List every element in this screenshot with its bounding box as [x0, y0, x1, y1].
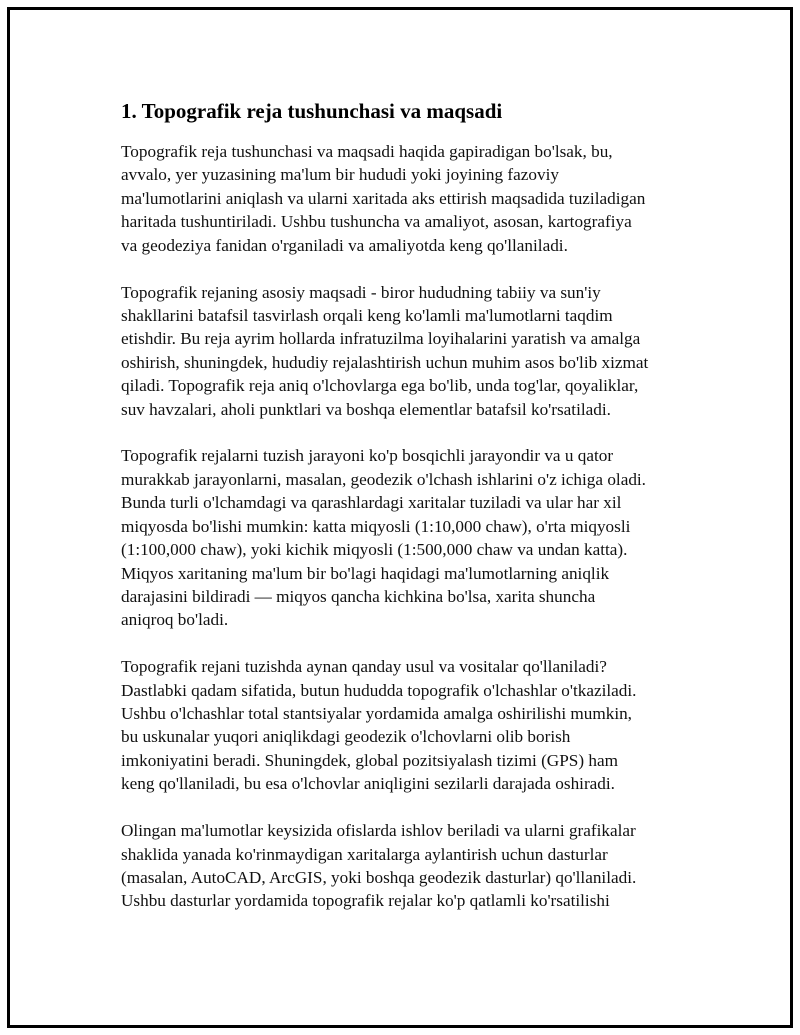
- text-line: Topografik reja tushunchasi va maqsadi haqida gapiradigan bo'lsak, bu,: [121, 142, 613, 161]
- text-line: etishdir. Bu reja ayrim hollarda infratuzilma loyihalarini yaratish va amalga: [121, 329, 641, 349]
- text-line: Olingan ma'lumotlar keysizida ofislarda ishlov beriladi va ularni grafikalar: [121, 821, 636, 841]
- text-line: darajasini bildiradi — miqyos qancha kichkina bo'lsa, xarita shuncha: [121, 586, 596, 606]
- text-line: oshirish, shuningdek, hududiy rejalashtirish uchun muhim asos bo'lib xizmat: [121, 352, 649, 372]
- text-line: ma'lumotlarini aniqlash va ularni xaritada aks ettirish maqsadida tuziladigan: [121, 188, 646, 208]
- text-line: (1:100,000 chaw), yoki kichik miqyosli (1:500,000 chaw va undan katta).: [121, 540, 628, 560]
- text-line: Miqyos xaritaning ma'lum bir bo'lagi haqidagi ma'lumotlarning aniqlik: [121, 563, 610, 583]
- text-line: haritada tushuntiriladi. Ushbu tushuncha va amaliyot, asosan, kartografiya: [121, 212, 632, 232]
- text-line: Topografik rejani tuzishda aynan qanday usul va vositalar qo'llaniladi?: [121, 657, 607, 677]
- text-line: shaklida yanada ko'rinmaydigan xaritalarga aylantirish uchun dasturlar: [121, 844, 608, 864]
- text-line: Ushbu o'lchashlar total stantsiyalar yordamida amalga oshirilishi mumkin,: [121, 704, 632, 724]
- text-line: (masalan, AutoCAD, ArcGIS, yoki boshqa geodezik dasturlar) qo'llaniladi.: [121, 867, 637, 887]
- paragraph-2: [121, 281, 701, 421]
- text-line: imkoniyatini beradi. Shuningdek, global pozitsiyalash tizimi (GPS) ham: [121, 750, 618, 770]
- paragraph-3: [121, 444, 701, 631]
- text-line: Dastlabki qadam sifatida, butun hududda topografik o'lchashlar o'tkaziladi.: [121, 680, 637, 700]
- text-line: aniqroq bo'ladi.: [121, 610, 229, 630]
- document-body: [121, 98, 701, 936]
- text-line: qiladi. Topografik reja aniq o'lchovlarga ega bo'lib, unda tog'lar, qoyaliklar,: [121, 376, 639, 396]
- paragraph-5: [121, 819, 701, 913]
- text-line: Bunda turli o'lchamdagi va qarashlardagi xaritalar tuziladi va ular har xil: [121, 493, 622, 513]
- text-line: shakllarini batafsil tasvirlash orqali keng ko'lamli ma'lumotlarni taqdim: [121, 305, 613, 325]
- section-heading: 1. Topografik reja tushunchasi va maqsadi: [121, 99, 503, 123]
- text-line: murakkab jarayonlarni, masalan, geodezik o'lchash ishlarini o'z ichiga oladi.: [121, 469, 646, 489]
- text-line: miqyosda bo'lishi mumkin: katta miqyosli (1:10,000 chaw), o'rta miqyosli: [121, 516, 631, 536]
- page-border: [7, 7, 793, 1028]
- text-line: Topografik rejaning asosiy maqsadi - biror hududning tabiiy va sun'iy: [121, 282, 601, 302]
- text-line: bu uskunalar yuqori aniqlikdagi geodezik o'lchovlarni olib borish: [121, 727, 571, 747]
- paragraph-1: [121, 140, 701, 257]
- paragraph-4: [121, 655, 701, 795]
- text-line: Ushbu dasturlar yordamida topografik rejalar ko'p qatlamli ko'rsatilishi: [121, 891, 610, 911]
- text-line: avvalo, yer yuzasining ma'lum bir hududi yoki joyining fazoviy: [121, 165, 559, 185]
- text-line: va geodeziya fanidan o'rganiladi va amaliyotda keng qo'llaniladi.: [121, 235, 568, 255]
- text-line: keng qo'llaniladi, bu esa o'lchovlar aniqligini sezilarli darajada oshiradi.: [121, 774, 615, 794]
- text-line: suv havzalari, aholi punktlari va boshqa elementlar batafsil ko'rsatiladi.: [121, 399, 611, 419]
- text-line: Topografik rejalarni tuzish jarayoni ko'p bosqichli jarayondir va u qator: [121, 446, 614, 466]
